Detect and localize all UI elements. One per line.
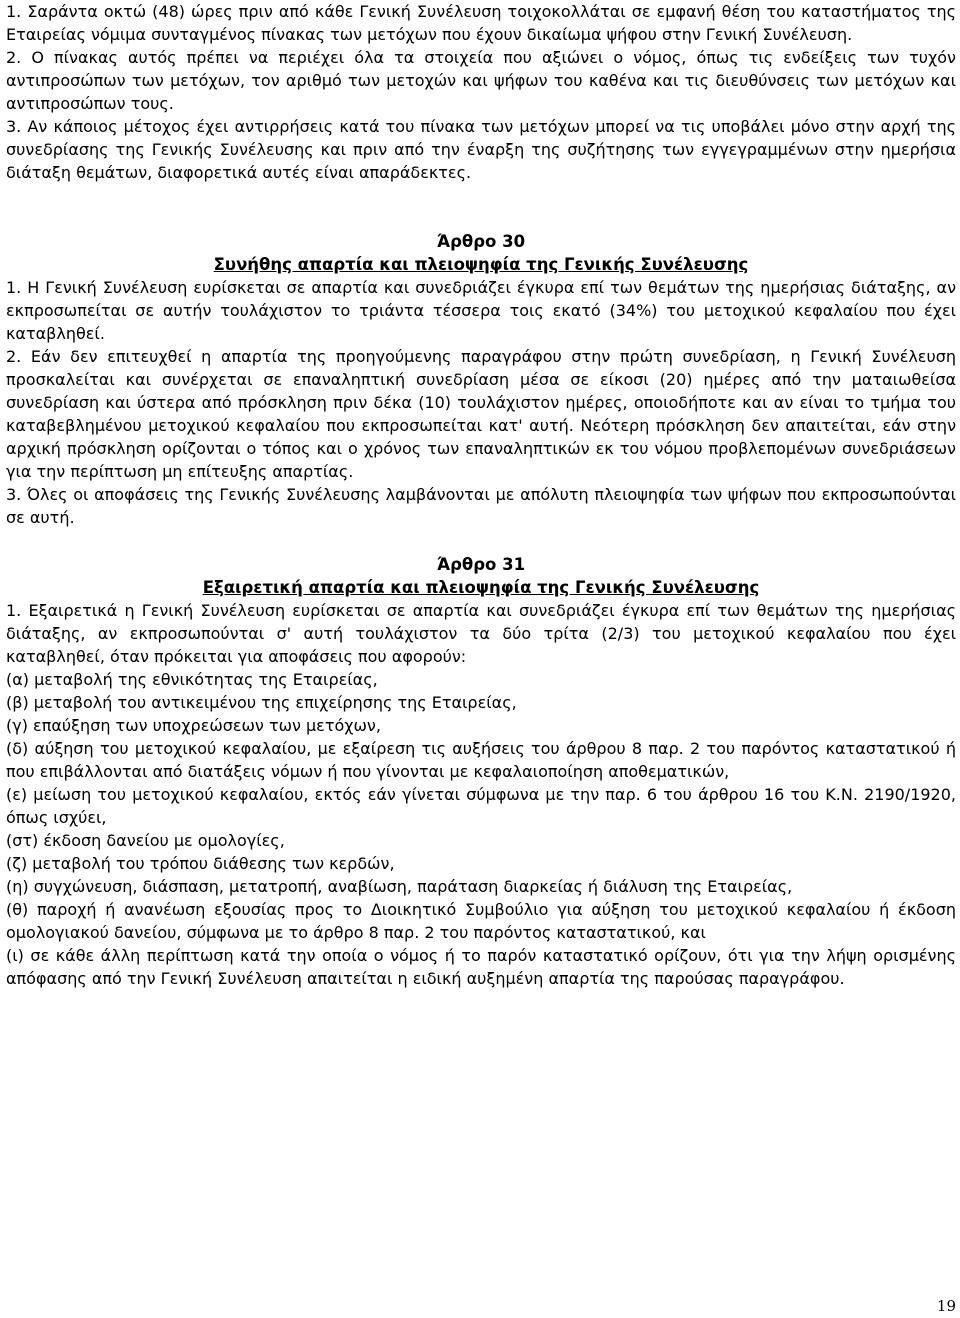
article-31-item-z: (ζ) μεταβολή του τρόπου διάθεσης των κερδών, xyxy=(6,854,395,873)
document-page xyxy=(6,0,956,990)
article-31-number: Άρθρο 31 xyxy=(436,555,526,574)
article-31-item-st: (στ) έκδοση δανείου με ομολογίες, xyxy=(6,831,285,850)
spacer xyxy=(6,184,956,230)
article-31-item-e: (ε) μείωση του μετοχικού κεφαλαίου, εκτός εάν γίνεται σύμφωνα με την παρ. 6 του άρθρου 16 του Κ.Ν. 2190/1920, όπως ισχύει, xyxy=(6,785,956,827)
article-31-item-i: (ι) σε κάθε άλλη περίπτωση κατά την οποία ο νόμος ή το παρόν καταστατικό ορίζουν, ότι για την λήψη ορισμένης απόφασης από την Γενική Συνέλευση απαιτείται η ειδική αυξημένη απαρτία της παρούσας παραγράφου. xyxy=(6,946,956,988)
article-31-intro: 1. Εξαιρετικά η Γενική Συνέλευση ευρίσκεται σε απαρτία και συνεδριάζει έγκυρα επί των θεμάτων της ημερήσιας διάταξης, αν εκπροσωπούνται σ' αυτή τουλάχιστον τα δύο τρίτα (2/3) του μετοχικού κεφαλαίου που έχει καταβληθεί, όταν πρόκειται για αποφάσεις που αφορούν: xyxy=(6,601,956,666)
article-30-paragraph-3: 3. Όλες οι αποφάσεις της Γενικής Συνέλευσης λαμβάνονται με απόλυτη πλειοψηφία των ψήφων που εκπροσωπούνται σε αυτή. xyxy=(6,485,956,527)
article-30-number: Άρθρο 30 xyxy=(436,232,526,251)
paragraph-2: 2. Ο πίνακας αυτός πρέπει να περιέχει όλα τα στοιχεία που αξιώνει ο νόμος, όπως τις ενδείξεις των τυχόν αντιπροσώπων των μετόχων, τον αριθμό των μετοχών και ψήφων του καθένα και τις διευθύνσεις των μετόχων και αντιπροσώπων τους. xyxy=(6,48,956,113)
article-31-item-d: (δ) αύξηση του μετοχικού κεφαλαίου, με εξαίρεση τις αυξήσεις του άρθρου 8 παρ. 2 του παρόντος καταστατικού ή που επιβάλλονται από διατάξεις νόμων ή που γίνονται με κεφαλαιοποίηση αποθεματικών, xyxy=(6,739,956,781)
article-30-title: Συνήθης απαρτία και πλειοψηφία της Γενικής Συνέλευσης xyxy=(213,255,749,274)
article-31-item-h: (η) συγχώνευση, διάσπαση, μετατροπή, αναβίωση, παράταση διαρκείας ή διάλυση της Εταιρείας, xyxy=(6,877,793,896)
article-31-item-b: (β) μεταβολή του αντικειμένου της επιχείρησης της Εταιρείας, xyxy=(6,693,517,712)
article-30-paragraph-1: 1. Η Γενική Συνέλευση ευρίσκεται σε απαρτία και συνεδριάζει έγκυρα επί των θεμάτων της ημερήσιας διάταξης, αν εκπροσωπείται σε αυτήν τουλάχιστον το τριάντα τέσσερα τοις εκατό (34%) του μετοχικού κεφαλαίου που έχει καταβληθεί. xyxy=(6,278,956,343)
paragraph-1: 1. Σαράντα οκτώ (48) ώρες πριν από κάθε Γενική Συνέλευση τοιχοκολλάται σε εμφανή θέση του καταστήματος της Εταιρείας νόμιμα συνταγμένος πίνακας των μετόχων που έχουν δικαίωμα ψήφου στην Γενική Συνέλευση. xyxy=(6,2,956,44)
article-31-item-a: (α) μεταβολή της εθνικότητας της Εταιρείας, xyxy=(6,670,378,689)
article-31-title: Εξαιρετική απαρτία και πλειοψηφία της Γενικής Συνέλευσης xyxy=(202,578,760,597)
article-31-item-c: (γ) επαύξηση των υποχρεώσεων των μετόχων, xyxy=(6,716,381,735)
article-30-paragraph-2: 2. Εάν δεν επιτευχθεί η απαρτία της προηγούμενης παραγράφου στην πρώτη συνεδρίαση, η Γενική Συνέλευση προσκαλείται και συνέρχεται σε επαναληπτική συνεδρίαση μέσα σε είκοσι (20) ημέρες από την ματαιωθείσα συνεδρίαση και ύστερα από πρόσκληση πριν δέκα (10) τουλάχιστον ημέρες, οποιοδήποτε και αν είναι το τμήμα του καταβεβλημένου μετοχικού κεφαλαίου που εκπροσωπείται κατ' αυτή. Νεότερη πρόσκληση δεν απαιτείται, εάν στην αρχική πρόσκληση ορίζονται ο τόπος και ο χρόνος των επαναληπτικών εκ του νόμου προβλεπομένων συνεδριάσεων για την περίπτωση μη επίτευξης απαρτίας. xyxy=(6,347,956,481)
page-number: 19 xyxy=(936,1297,956,1315)
article-31-item-th: (θ) παροχή ή ανανέωση εξουσίας προς το Διοικητικό Συμβούλιο για αύξηση του μετοχικού κεφαλαίου ή έκδοση ομολογιακού δανείου, σύμφωνα με το άρθρο 8 παρ. 2 του παρόντος καταστατικού, και xyxy=(6,900,956,942)
paragraph-3: 3. Αν κάποιος μέτοχος έχει αντιρρήσεις κατά του πίνακα των μετόχων μπορεί να τις υποβάλει μόνο στην αρχή της συνεδρίασης της Γενικής Συνέλευσης και πριν από την έναρξη της συζήτησης των εγγεγραμμένων στην ημερήσια διάταξη θεμάτων, διαφορετικά αυτές είναι απαράδεκτες. xyxy=(6,117,956,182)
spacer xyxy=(6,529,956,553)
